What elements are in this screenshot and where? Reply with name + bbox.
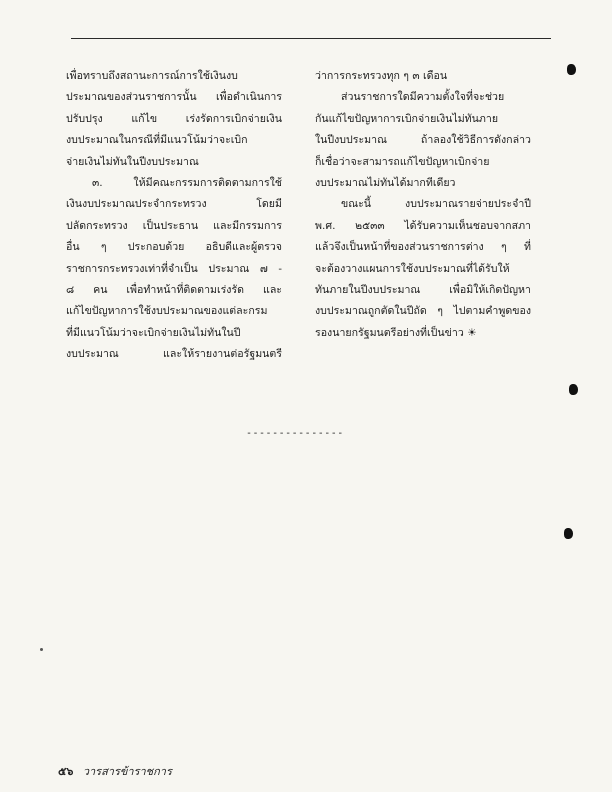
page-number: ๕๖ <box>58 765 74 778</box>
body-line: งบประมาณในกรณีที่มีแนวโน้มว่าจะเบิก <box>66 134 248 147</box>
body-line: ราชการกระทรวงเท่าที่จำเป็น ประมาณ ๗ - <box>66 262 282 275</box>
paragraph-start-line: ส่วนราชการใดมีความตั้งใจที่จะช่วย <box>341 91 505 104</box>
paragraph-start-line: ๓. ให้มีคณะกรรมการติดตามการใช้ <box>92 176 282 189</box>
body-line: ว่าการกระทรวงทุก ๆ ๓ เดือน <box>315 70 448 82</box>
body-line: จะต้องวางแผนการใช้งบประมาณที่ได้รับให้ <box>315 262 510 275</box>
body-line: ๘ คน เพื่อทำหน้าที่ติดตามเร่งรัด และ <box>66 283 282 296</box>
section-separator: --------------- <box>246 428 344 439</box>
body-line: กันแก้ไขปัญหาการเบิกจ่ายเงินไม่ทันภาย <box>315 112 499 125</box>
body-line: อื่น ๆ ประกอบด้วย อธิบดีและผู้ตรวจ <box>66 241 282 254</box>
page-footer <box>58 762 172 780</box>
journal-name: วารสารข้าราชการ <box>82 765 172 778</box>
body-line: ทันภายในปีงบประมาณ เพื่อมิให้เกิดปัญหา <box>315 283 531 296</box>
body-line: แก้ไขปัญหาการใช้งบประมาณของแต่ละกรม <box>66 305 268 318</box>
body-line: รองนายกรัฐมนตรีอย่างที่เป็นข่าว ☀ <box>315 326 477 339</box>
body-line: ประมาณของส่วนราชการนั้น เพื่อดำเนินการ <box>66 91 282 104</box>
left-column <box>66 66 282 365</box>
body-line: งบประมาณไม่ทันได้มากทีเดียว <box>315 176 456 189</box>
body-line: ปลัดกระทรวง เป็นประธาน และมีกรรมการ <box>66 219 282 232</box>
punch-hole-mark <box>567 64 576 75</box>
right-column <box>315 66 531 344</box>
body-line: ในปีงบประมาณ ถ้าลองใช้วิธีการดังกล่าว <box>315 134 531 147</box>
body-line: ปรับปรุง แก้ไข เร่งรัดการเบิกจ่ายเงิน <box>66 112 282 125</box>
punch-hole-mark <box>569 384 578 395</box>
paragraph-start-line: ขณะนี้ งบประมาณรายจ่ายประจำปี <box>341 198 531 211</box>
body-line: เพื่อทราบถึงสถานะการณ์การใช้เงินงบ <box>66 70 238 82</box>
punch-hole-mark <box>564 528 573 539</box>
body-line: แล้วจึงเป็นหน้าที่ของส่วนราชการต่าง ๆ ที่ <box>315 241 531 254</box>
scan-speck <box>40 648 43 651</box>
body-line: จ่ายเงินไม่ทันในปีงบประมาณ <box>66 155 199 168</box>
body-line: ก็เชื่อว่าจะสามารถแก้ไขปัญหาเบิกจ่าย <box>315 155 490 168</box>
body-line: พ.ศ. ๒๕๓๓ ได้รับความเห็นชอบจากสภา <box>315 219 531 232</box>
body-line: งบประมาณถูกตัดในปีถัด ๆ ไปตามคำพูดของ <box>315 305 531 318</box>
body-line: งบประมาณ และให้รายงานต่อรัฐมนตรี <box>66 348 282 361</box>
body-line: เงินงบประมาณประจำกระทรวง โดยมี <box>66 198 282 211</box>
body-line: ที่มีแนวโน้มว่าจะเบิกจ่ายเงินไม่ทันในปี <box>66 326 241 339</box>
header-rule <box>71 38 551 39</box>
